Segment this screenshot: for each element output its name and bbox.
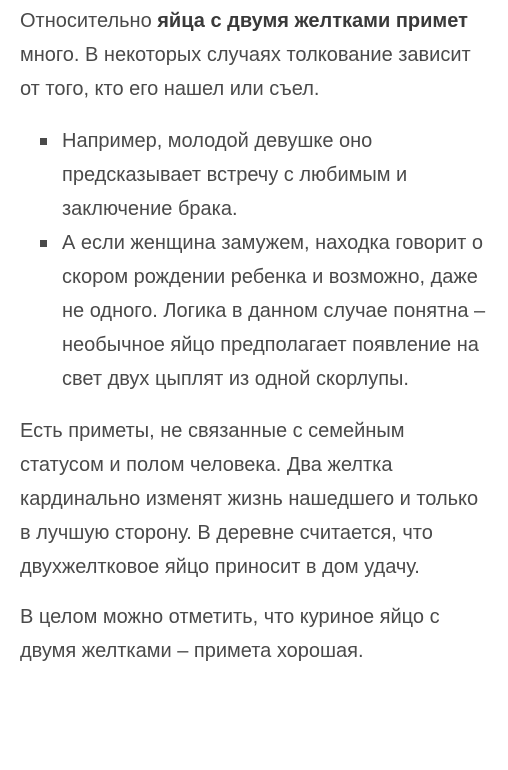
list-item bbox=[20, 124, 490, 226]
bullet-list bbox=[20, 124, 490, 396]
conclusion-paragraph: В целом можно отметить, что куриное яйцо с двумя желтками – примета хорошая. bbox=[20, 606, 440, 662]
body-paragraph: Есть приметы, не связанные с семейным статусом и полом человека. Два желтка кардинально изменят жизнь нашедшего и только в лучшую сторону. В деревне считается, что двухжелтковое яйцо приносит в дом удачу. bbox=[20, 420, 479, 578]
square-bullet-icon bbox=[40, 138, 47, 145]
list-item bbox=[20, 226, 490, 396]
intro-bold-phrase: яйца с двумя желтками примет bbox=[157, 10, 468, 32]
intro-paragraph bbox=[20, 4, 490, 106]
list-item-text: Например, молодой девушке оно предсказывает встречу с любимым и заключение брака. bbox=[62, 130, 408, 220]
square-bullet-icon bbox=[40, 240, 47, 247]
list-item-text: А если женщина замужем, находка говорит о скором рождении ребенка и возможно, даже не одного. Логика в данном случае понятна – необычное яйцо предполагает появление на свет двух цыплят из одной скорлупы. bbox=[62, 232, 486, 390]
intro-text-start: Относительно bbox=[20, 10, 158, 32]
intro-text-end: много. В некоторых случаях толкование зависит от того, кто его нашел или съел. bbox=[20, 44, 471, 100]
